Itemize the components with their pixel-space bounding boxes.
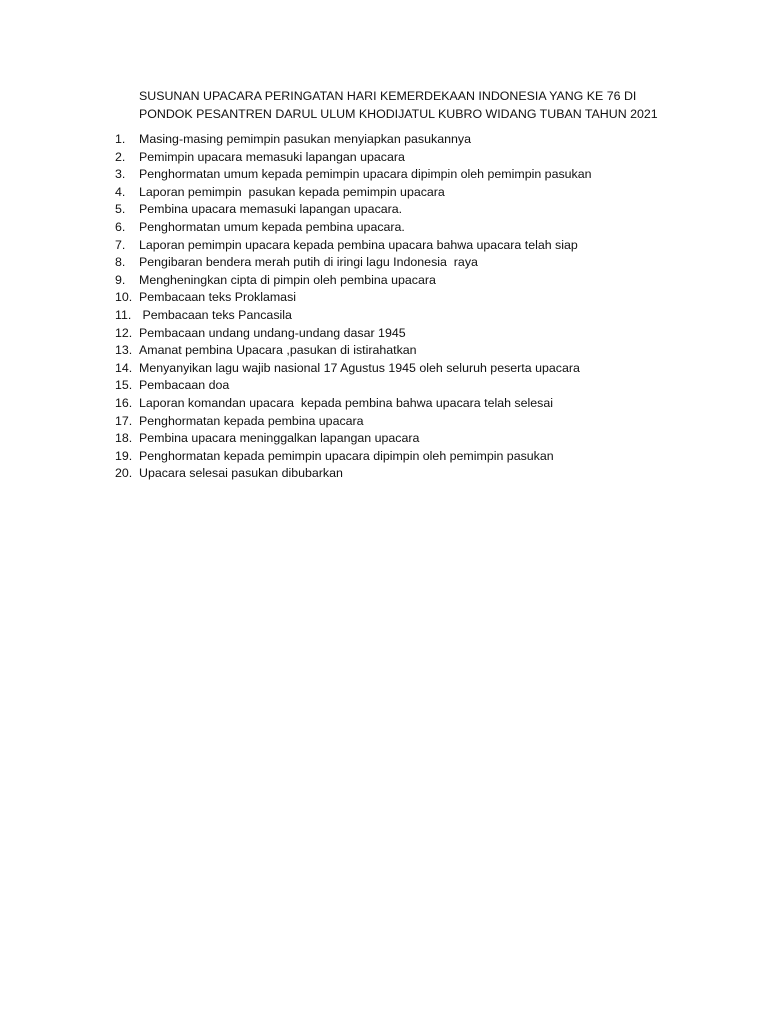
list-item	[115, 377, 675, 395]
list-item	[115, 448, 675, 466]
item-number: 9.	[115, 272, 126, 287]
list-item	[115, 342, 675, 360]
item-number: 14.	[115, 360, 133, 375]
list-item	[115, 254, 675, 272]
item-text: Penghormatan umum kepada pemimpin upacara dipimpin oleh pemimpin pasukan	[139, 167, 592, 182]
item-text: Pemimpin upacara memasuki lapangan upacara	[139, 149, 405, 164]
item-text: Amanat pembina Upacara ,pasukan di istirahatkan	[139, 343, 417, 358]
item-text: Pembacaan undang undang-undang dasar 1945	[139, 325, 406, 340]
list-item	[115, 237, 675, 255]
item-number: 17.	[115, 413, 133, 428]
list-item	[115, 360, 675, 378]
item-text: Laporan pemimpin pasukan kepada pemimpin upacara	[139, 184, 445, 199]
item-text: Penghormatan kepada pemimpin upacara dipimpin oleh pemimpin pasukan	[139, 448, 554, 463]
ceremony-steps-list	[115, 131, 675, 483]
item-number: 7.	[115, 237, 126, 252]
item-number: 12.	[115, 325, 133, 340]
item-number: 11.	[115, 307, 132, 322]
list-item	[115, 219, 675, 237]
item-number: 19.	[115, 448, 133, 463]
item-text: Pengibaran bendera merah putih di iringi lagu Indonesia raya	[139, 255, 478, 270]
title-line-1: SUSUNAN UPACARA PERINGATAN HARI KEMERDEKAAN INDONESIA YANG KE 76 DI	[139, 89, 637, 103]
item-number: 8.	[115, 255, 126, 270]
list-item	[115, 131, 675, 149]
item-number: 3.	[115, 167, 126, 182]
list-item	[115, 289, 675, 307]
item-text: Pembacaan teks Proklamasi	[139, 290, 297, 305]
list-item	[115, 395, 675, 413]
item-text: Menyanyikan lagu wajib nasional 17 Agustus 1945 oleh seluruh peserta upacara	[139, 360, 580, 375]
list-item	[115, 149, 675, 167]
item-text: Pembacaan teks Pancasila	[139, 307, 292, 322]
list-item	[115, 201, 675, 219]
item-text: Laporan pemimpin upacara kepada pembina upacara bahwa upacara telah siap	[139, 237, 578, 252]
item-number: 1.	[115, 132, 126, 146]
list-item	[115, 465, 675, 483]
document-title	[139, 87, 679, 123]
item-text: Masing-masing pemimpin pasukan menyiapkan pasukannya	[139, 132, 471, 146]
list-item	[115, 166, 675, 184]
list-item	[115, 413, 675, 431]
title-line-2: PONDOK PESANTREN DARUL ULUM KHODIJATUL KUBRO WIDANG TUBAN TAHUN 2021	[139, 107, 658, 121]
list-item	[115, 307, 675, 325]
item-number: 20.	[115, 466, 133, 481]
item-text: Pembina upacara memasuki lapangan upacara.	[139, 202, 403, 217]
item-text: Penghormatan umum kepada pembina upacara.	[139, 219, 405, 234]
item-text: Mengheningkan cipta di pimpin oleh pembina upacara	[139, 272, 436, 287]
list-item	[115, 184, 675, 202]
list-item	[115, 430, 675, 448]
item-number: 4.	[115, 184, 126, 199]
item-text: Pembacaan doa	[139, 378, 230, 393]
item-number: 13.	[115, 343, 133, 358]
item-number: 15.	[115, 378, 133, 393]
item-text: Laporan komandan upacara kepada pembina bahwa upacara telah selesai	[139, 395, 554, 410]
item-number: 10.	[115, 290, 133, 305]
item-number: 18.	[115, 431, 133, 446]
item-number: 2.	[115, 149, 126, 164]
item-text: Pembina upacara meninggalkan lapangan upacara	[139, 431, 420, 446]
item-number: 6.	[115, 219, 126, 234]
list-item	[115, 325, 675, 343]
item-number: 16.	[115, 395, 133, 410]
item-text: Penghormatan kepada pembina upacara	[139, 413, 364, 428]
item-text: Upacara selesai pasukan dibubarkan	[139, 466, 343, 481]
list-item	[115, 272, 675, 290]
item-number: 5.	[115, 202, 126, 217]
